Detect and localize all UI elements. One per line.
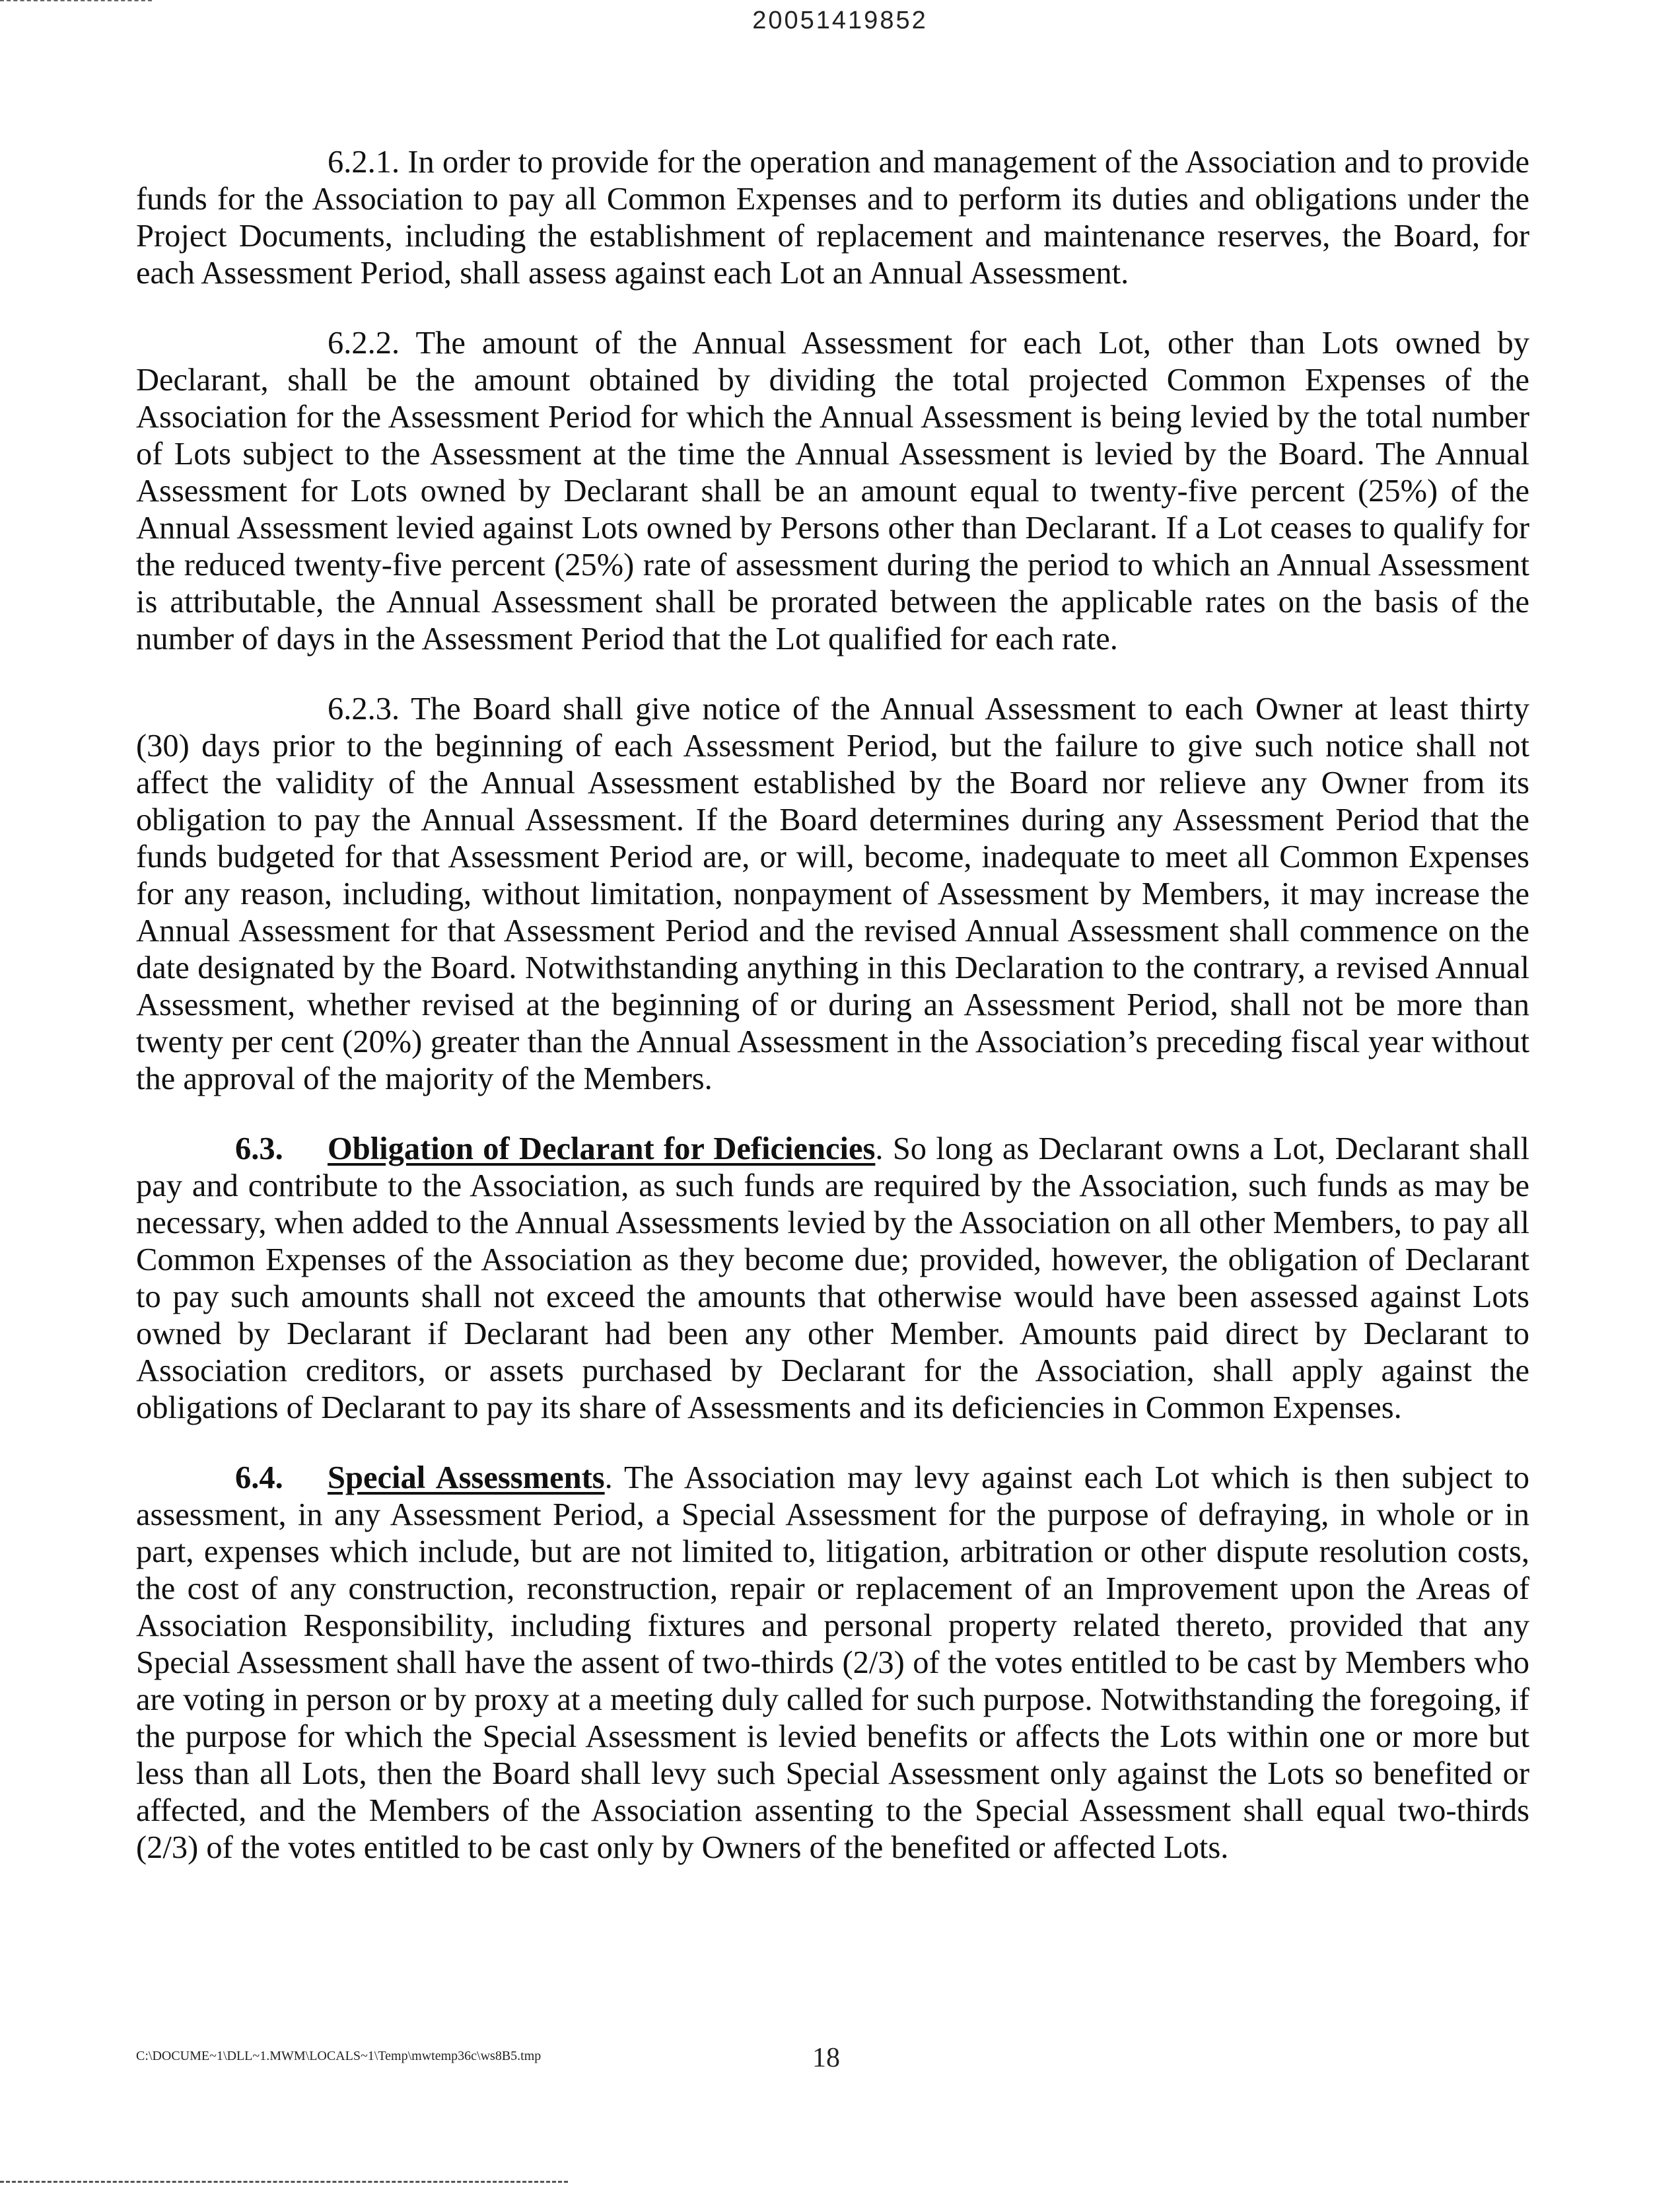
section-text: . The Association may levy against each Lot which is then subject to assessment, in any Assessment Period, a Special Assessment for the purpose of defraying, in whole or in part, expenses which include, but are not limited to, litigation, arbitration or other dispute resolution costs, the cost of any construction, reconstruction, repair or replacement of an Improvement upon the Areas of Association Responsibility, including fixtures and personal property related thereto, provided that any Special Assessment shall have the assent of two-thirds (2/3) of the votes entitled to be cast by Members who are voting in person or by proxy at a meeting duly called for such purpose. Notwithstanding the foregoing, if the purpose for which the Special Assessment is levied benefits or affects the Lots within one or more but less than all Lots, then the Board shall levy such Special Assessment only against the Lots so benefited or affected, and the Members of the Association assenting to the Special Assessment shall equal two-thirds (2/3) of the votes entitled to be cast only by Owners of the benefited or affected Lots. [136, 1460, 1529, 1865]
section-6-3 [136, 1131, 1529, 1427]
paragraph-text: The amount of the Annual Assessment for each Lot, other than Lots owned by Declarant, shall be the amount obtained by dividing the total projected Common Expenses of the Association for the Assessment Period for which the Annual Assessment is being levied by the total number of Lots subject to the Assessment at the time the Annual Assessment is levied by the Board. The Annual Assessment for Lots owned by Declarant shall be an amount equal to twenty-five percent (25%) of the Annual Assessment levied against Lots owned by Persons other than Declarant. If a Lot ceases to qualify for the reduced twenty-five percent (25%) rate of assessment during the period to which an Annual Assessment is attributable, the Annual Assessment shall be prorated between the applicable rates on the basis of the number of days in the Assessment Period that the Lot qualified for each rate. [136, 326, 1529, 656]
section-number: 6.4. [235, 1460, 283, 1495]
paragraph-6-2-2 [136, 325, 1529, 658]
top-dashed-rule [0, 0, 152, 1]
page-number: 18 [812, 2043, 840, 2073]
section-6-4 [136, 1460, 1529, 1866]
bottom-dashed-rule [0, 2181, 568, 2183]
paragraph-number: 6.2.3. [328, 691, 400, 727]
footer-file-path: C:\DOCUME~1\DLL~1.MWM\LOCALS~1\Temp\mwtemp36c\ws8B5.tmp [136, 2049, 542, 2063]
document-number: 20051419852 [752, 7, 928, 34]
paragraph-6-2-1 [136, 144, 1529, 292]
section-number: 6.3. [235, 1131, 283, 1166]
paragraph-text: In order to provide for the operation and management of the Association and to provide funds for the Association to pay all Common Expenses and to perform its duties and obligations under the Project Documents, including the establishment of replacement and maintenance reserves, the Board, for each Assessment Period, shall assess against each Lot an Annual Assessment. [136, 145, 1529, 291]
document-body [136, 144, 1529, 1899]
section-text: . So long as Declarant owns a Lot, Declarant shall pay and contribute to the Association, as such funds are required by the Association, such funds as may be necessary, when added to the Annual Assessments levied by the Association on all other Members, to pay all Common Expenses of the Association as they become due; provided, however, the obligation of Declarant to pay such amounts shall not exceed the amounts that otherwise would have been assessed against Lots owned by Declarant if Declarant had been any other Member. Amounts paid direct by Declarant to Association creditors, or assets purchased by Declarant for the Association, shall apply against the obligations of Declarant to pay its share of Assessments and its deficiencies in Common Expenses. [136, 1131, 1529, 1425]
paragraph-number: 6.2.2. [328, 326, 400, 361]
paragraph-6-2-3 [136, 691, 1529, 1098]
section-title: Special Assessments [328, 1460, 605, 1495]
paragraph-number: 6.2.1. [328, 145, 400, 180]
paragraph-text: The Board shall give notice of the Annual Assessment to each Owner at least thirty (30) days prior to the beginning of each Assessment Period, but the failure to give such notice shall not affect the validity of the Annual Assessment established by the Board nor relieve any Owner from its obligation to pay the Annual Assessment. If the Board determines during any Assessment Period that the funds budgeted for that Assessment Period are, or will, become, inadequate to meet all Common Expenses for any reason, including, without limitation, nonpayment of Assessment by Members, it may increase the Annual Assessment for that Assessment Period and the revised Annual Assessment shall commence on the date designated by the Board. Notwithstanding anything in this Declaration to the contrary, a revised Annual Assessment, whether revised at the beginning of or during an Assessment Period, shall not be more than twenty per cent (20%) greater than the Annual Assessment in the Association’s preceding fiscal year without the approval of the majority of the Members. [136, 691, 1530, 1096]
section-title: Obligation of Declarant for Deficiencies [328, 1131, 876, 1166]
